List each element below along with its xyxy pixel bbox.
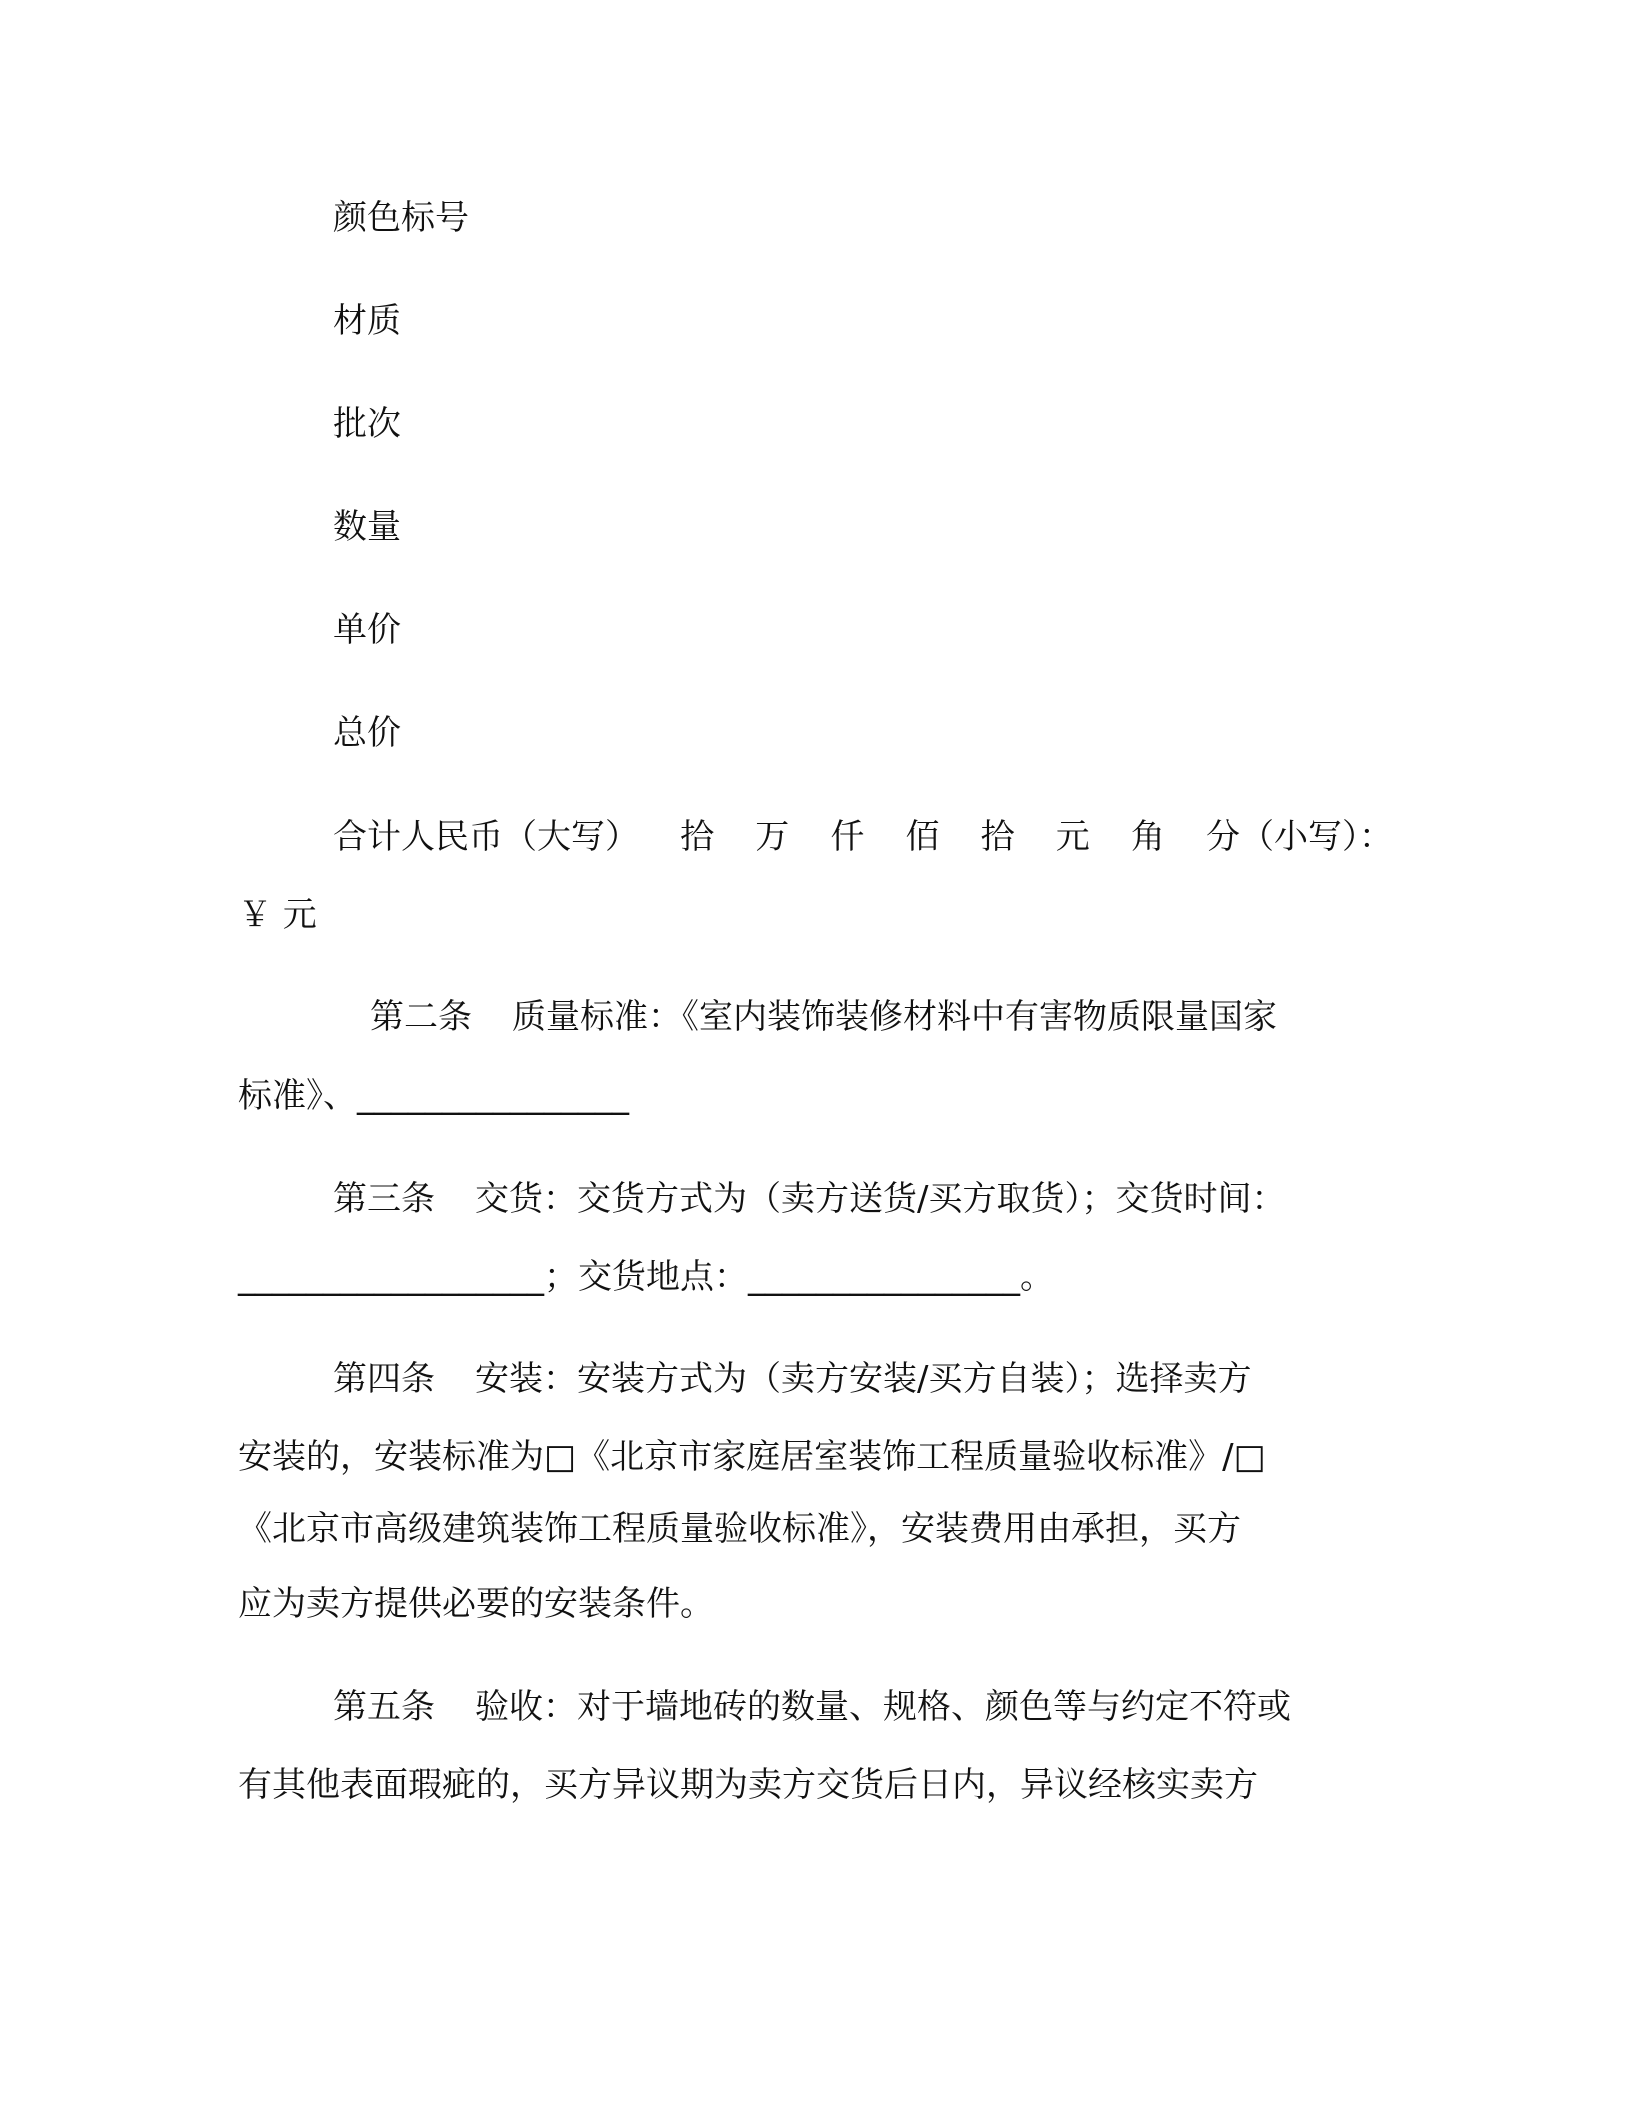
total-unit-shi: 拾 [680, 817, 715, 857]
article-3-heading: 第三条 [333, 1179, 435, 1219]
article-3-line-1 [333, 1177, 1285, 1221]
article-4-line-3: 《北京市高级建筑装饰工程质量验收标准》，安装费用由承担，买方 [238, 1509, 1241, 1549]
total-unit-yuan: 元 [1055, 817, 1090, 857]
article-4-heading: 第四条 [333, 1359, 435, 1399]
article-4-line-4: 应为卖方提供必要的安装条件。 [238, 1584, 714, 1624]
article-4-text: 安装：安装方式为（卖方安装/买方自装）；选择卖方 [475, 1359, 1252, 1399]
total-prefix: 合计人民币（大写） [333, 817, 639, 857]
article-4-line-1 [333, 1357, 1251, 1401]
article-5-text: 验收：对于墙地砖的数量、规格、颜色等与约定不符或 [475, 1687, 1291, 1727]
item-color-code: 颜色标号 [333, 198, 469, 238]
item-batch: 批次 [333, 404, 401, 444]
total-unit-shi-2: 拾 [980, 817, 1015, 857]
item-total-price: 总价 [333, 713, 401, 753]
article-3-text: 交货：交货方式为（卖方送货/买方取货）；交货时间： [475, 1179, 1286, 1219]
item-unit-price: 单价 [333, 610, 401, 650]
article-5-line-1 [333, 1685, 1291, 1729]
item-quantity: 数量 [333, 507, 401, 547]
total-unit-fen: 分（小写）： [1206, 817, 1393, 857]
article-4-line-2: 安装的，安装标准为□《北京市家庭居室装饰工程质量验收标准》/□ [238, 1437, 1266, 1477]
total-unit-wan: 万 [755, 817, 790, 857]
article-5-line-2: 有其他表面瑕疵的，买方异议期为卖方交货后日内，异议经核实卖方 [238, 1765, 1258, 1805]
total-unit-jiao: 角 [1130, 817, 1165, 857]
article-2-line-1 [370, 995, 1277, 1039]
total-unit-bai: 佰 [905, 817, 940, 857]
item-material: 材质 [333, 301, 401, 341]
article-3-line-2: __________________；交货地点：________________。 [238, 1257, 1054, 1297]
article-5-heading: 第五条 [333, 1687, 435, 1727]
article-2-heading: 第二条 [370, 997, 472, 1037]
article-2-text: 质量标准：《室内装饰装修材料中有害物质限量国家 [512, 997, 1277, 1037]
total-unit-qian: 仟 [830, 817, 865, 857]
total-currency-line: ￥ 元 [238, 895, 317, 935]
article-2-line-2: 标准》、________________ [238, 1076, 629, 1116]
total-amount-line [333, 815, 1393, 859]
